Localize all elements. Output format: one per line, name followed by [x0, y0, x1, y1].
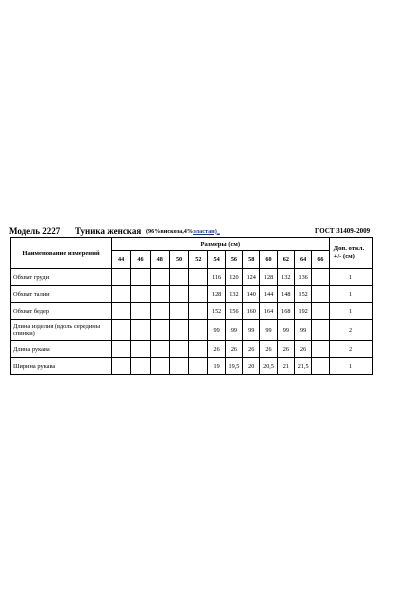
composition-prefix: (96%вискоза,4% — [146, 227, 194, 235]
fabric-composition — [146, 228, 220, 235]
measurement-value: 20 — [243, 358, 260, 375]
size-header-cell: 50 — [169, 251, 188, 269]
measurement-value: 26 — [260, 341, 277, 358]
measurement-value: 26 — [208, 341, 225, 358]
product-name: Туника женская — [75, 226, 142, 236]
model-number: Модель 2227 — [9, 226, 61, 236]
measurement-value: 148 — [277, 286, 294, 303]
measurement-value: 21 — [277, 358, 294, 375]
measurement-value — [312, 358, 329, 375]
tolerance-value: 2 — [329, 341, 372, 358]
measurement-value — [150, 320, 169, 341]
measurement-value: 152 — [208, 303, 225, 320]
measurement-value — [189, 358, 208, 375]
measurement-value — [169, 358, 188, 375]
tolerance-value: 1 — [329, 286, 372, 303]
tolerance-value: 2 — [329, 320, 372, 341]
measurement-value — [112, 269, 131, 286]
measurement-value: 144 — [260, 286, 277, 303]
size-header-cell: 66 — [312, 251, 329, 269]
measurement-value: 116 — [208, 269, 225, 286]
size-header-cell: 54 — [208, 251, 225, 269]
measurement-value: 152 — [294, 286, 311, 303]
measurement-value — [131, 341, 150, 358]
measurement-value — [169, 269, 188, 286]
tolerance-value: 1 — [329, 269, 372, 286]
measurement-value: 140 — [243, 286, 260, 303]
measurement-value: 124 — [243, 269, 260, 286]
column-header-measurement: Наименование измерений — [11, 238, 112, 269]
size-header-cell: 48 — [150, 251, 169, 269]
measurement-value: 26 — [277, 341, 294, 358]
measurement-value: 19 — [208, 358, 225, 375]
measurement-value: 99 — [225, 320, 242, 341]
measurement-value: 26 — [225, 341, 242, 358]
measurement-value — [131, 303, 150, 320]
table-header-row — [11, 238, 373, 251]
measurement-value: 156 — [225, 303, 242, 320]
measurement-value — [112, 320, 131, 341]
table-row — [11, 358, 373, 375]
measurement-name: Ширина рукава — [11, 358, 112, 375]
measurement-value — [150, 269, 169, 286]
composition-fabric: эластан) — [193, 227, 217, 235]
measurement-value — [169, 286, 188, 303]
measurement-value — [312, 269, 329, 286]
table-row — [11, 341, 373, 358]
tolerance-value: 1 — [329, 358, 372, 375]
measurement-value: 136 — [294, 269, 311, 286]
measurement-value: 19,5 — [225, 358, 242, 375]
size-chart-table — [10, 237, 373, 375]
measurement-value: 128 — [260, 269, 277, 286]
measurement-value — [169, 320, 188, 341]
size-header-cell: 64 — [294, 251, 311, 269]
measurement-value: 164 — [260, 303, 277, 320]
measurement-value — [189, 303, 208, 320]
measurement-value — [189, 269, 208, 286]
tolerance-value: 1 — [329, 303, 372, 320]
measurement-value — [112, 341, 131, 358]
size-header-cell: 46 — [131, 251, 150, 269]
size-header-cell: 58 — [243, 251, 260, 269]
measurement-name: Обхват бедер — [11, 303, 112, 320]
measurement-value — [112, 286, 131, 303]
measurement-value — [150, 341, 169, 358]
measurement-value: 132 — [277, 269, 294, 286]
column-header-sizes: Размеры (см) — [112, 238, 330, 251]
measurement-value — [150, 358, 169, 375]
column-header-tolerance: Доп. откл. +/- (см) — [329, 238, 372, 269]
measurement-value: 21,5 — [294, 358, 311, 375]
measurement-value — [131, 358, 150, 375]
measurement-value — [112, 358, 131, 375]
table-row — [11, 320, 373, 341]
table-row — [11, 303, 373, 320]
composition-trail: _ — [216, 227, 220, 235]
measurement-value — [312, 341, 329, 358]
measurement-name: Длина рукава — [11, 341, 112, 358]
measurement-name: Обхват груди — [11, 269, 112, 286]
measurement-value — [189, 286, 208, 303]
measurement-value — [112, 303, 131, 320]
size-header-cell: 56 — [225, 251, 242, 269]
measurement-value — [131, 269, 150, 286]
measurement-value: 132 — [225, 286, 242, 303]
measurement-value: 99 — [243, 320, 260, 341]
size-header-cell: 44 — [112, 251, 131, 269]
measurement-value: 20,5 — [260, 358, 277, 375]
measurement-value — [312, 320, 329, 341]
measurement-value: 26 — [294, 341, 311, 358]
table-row — [11, 286, 373, 303]
measurement-name: Длина изделия (вдоль середины спинки) — [11, 320, 112, 341]
measurement-value — [131, 320, 150, 341]
size-header-cell: 52 — [189, 251, 208, 269]
measurement-value: 99 — [260, 320, 277, 341]
measurement-value: 128 — [208, 286, 225, 303]
measurement-value — [189, 341, 208, 358]
measurement-value — [150, 303, 169, 320]
table-row — [11, 269, 373, 286]
measurement-value — [312, 286, 329, 303]
size-header-cell: 60 — [260, 251, 277, 269]
measurement-value: 99 — [208, 320, 225, 341]
measurement-value — [169, 341, 188, 358]
measurement-value: 192 — [294, 303, 311, 320]
size-header-cell: 62 — [277, 251, 294, 269]
measurement-value: 99 — [277, 320, 294, 341]
gost-standard: ГОСТ 31409-2009 — [315, 227, 371, 235]
measurement-value — [150, 286, 169, 303]
measurement-value — [312, 303, 329, 320]
measurement-value: 160 — [243, 303, 260, 320]
measurement-value — [169, 303, 188, 320]
measurement-value — [189, 320, 208, 341]
measurement-name: Обхват талии — [11, 286, 112, 303]
measurement-value: 99 — [294, 320, 311, 341]
measurement-value: 26 — [243, 341, 260, 358]
measurement-value: 120 — [225, 269, 242, 286]
measurement-value — [131, 286, 150, 303]
measurement-value: 168 — [277, 303, 294, 320]
